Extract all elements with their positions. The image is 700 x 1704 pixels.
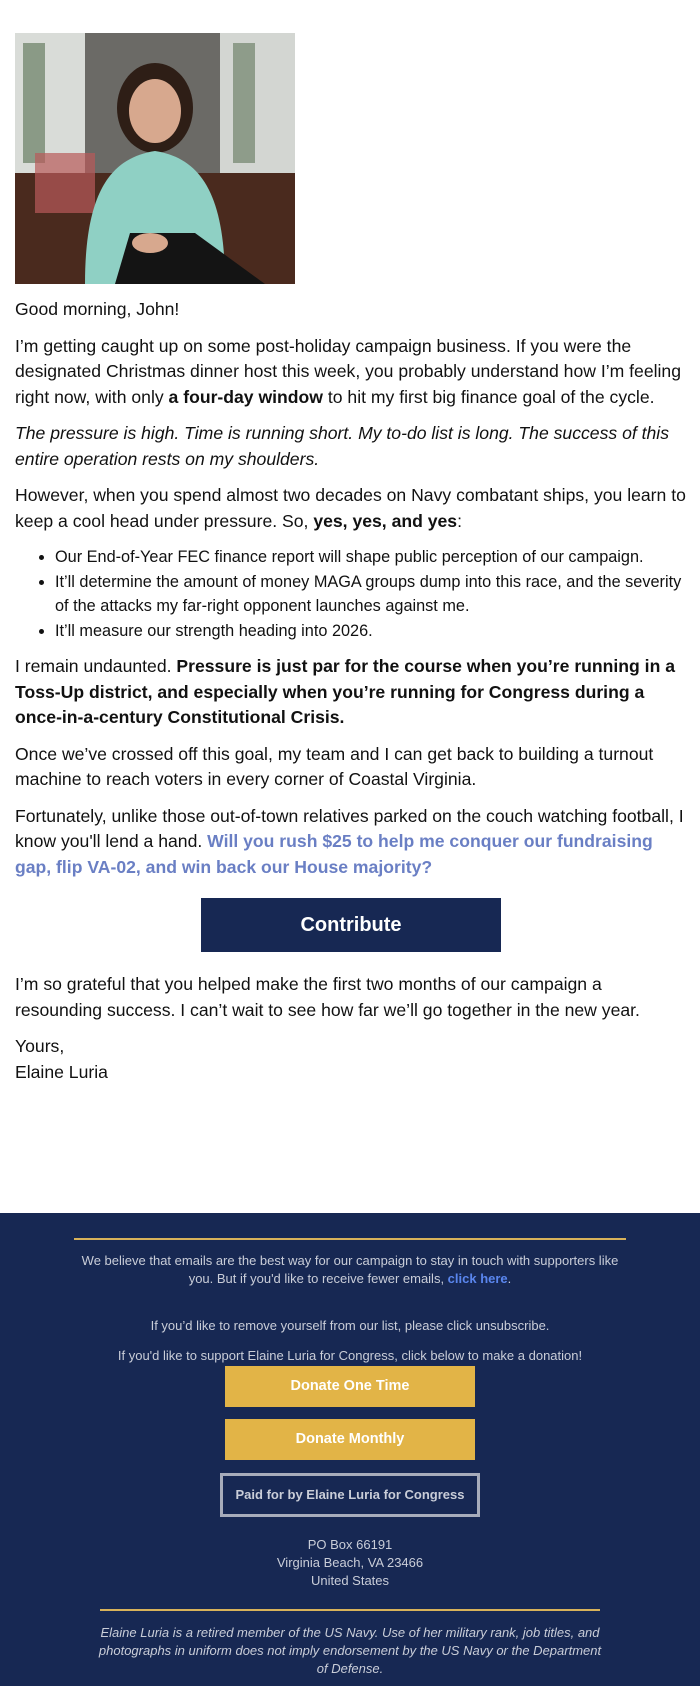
signoff: [15, 1034, 687, 1085]
text: We believe that emails are the best way for our campaign to stay in touch with supporters like you. But if you'd like to receive fewer emails,: [81, 1253, 619, 1286]
paragraph-3: [15, 483, 687, 534]
italic-text: The pressure is high. Time is running short. My to-do list is long. The success of this entire operation rests on my shoulders.: [15, 423, 670, 469]
navy-disclaimer: Elaine Luria is a retired member of the US Navy. Use of her military rank, job titles, and photographs in uniform does not imply endorsement by the US Navy or the Department of Defense.: [98, 1625, 602, 1676]
mailing-address: [70, 1536, 630, 1590]
paragraph-1: [15, 334, 687, 411]
bold-text: yes, yes, and yes: [313, 510, 458, 531]
greeting: Good morning, John!: [15, 299, 180, 319]
text: to hit my first big finance goal of the cycle.: [322, 386, 655, 407]
candidate-photo: [15, 33, 295, 284]
paragraph-4: [15, 654, 687, 731]
signature: Elaine Luria: [15, 1061, 108, 1082]
contribute-wrap: [15, 898, 687, 952]
address-line: PO Box 66191: [307, 1537, 393, 1552]
bullet-list: [15, 545, 687, 643]
paragraph-2: [15, 421, 687, 472]
text: I remain undaunted.: [15, 656, 177, 676]
list-item: • It’ll determine the amount of money MAGA groups dump into this race, and the severity of the attacks my far-right opponent launches against me.: [55, 570, 687, 619]
support-text: If you'd like to support Elaine Luria for Congress, click below to make a donation!: [117, 1348, 583, 1363]
contribute-button[interactable]: Contribute: [201, 898, 501, 952]
click-here-link[interactable]: click here: [447, 1271, 508, 1286]
bold-text: Pressure is just par for the course when you’re running in a Toss-Up district, and especially when you’re running for Congress during a once-in-a-century Constitutional Crisis.: [15, 656, 675, 727]
donate-ask-link[interactable]: Will you rush $25 to help me conquer our fundraising gap, flip VA-02, and win back our House majority?: [15, 831, 653, 877]
list-item: • It’ll measure our strength heading into 2026.: [55, 619, 687, 644]
fewer-emails-text: [70, 1252, 630, 1288]
footer: [0, 1213, 700, 1686]
donate-one-time-button[interactable]: Donate One Time: [225, 1366, 475, 1407]
text: .: [507, 1271, 512, 1286]
unsubscribe-text[interactable]: If you’d like to remove yourself from our list, please click unsubscribe.: [150, 1318, 550, 1333]
address-line: Virginia Beach, VA 23466: [276, 1555, 424, 1570]
paragraph-7: I’m so grateful that you helped make the first two months of our campaign a resounding success. I can’t wait to see how far we’ll go together in the new year.: [15, 974, 640, 1020]
donate-monthly-button[interactable]: Donate Monthly: [225, 1419, 475, 1460]
email-body: [15, 33, 687, 1096]
text: However, when you spend almost two decades on Navy combatant ships, you learn to keep a cool head under pressure. So,: [15, 485, 686, 531]
divider: [100, 1609, 600, 1611]
text: Fortunately, unlike those out-of-town relatives parked on the couch watching football, I know you'll lend a hand.: [15, 805, 684, 851]
address-line: United States: [310, 1573, 390, 1588]
paragraph-6: [15, 804, 687, 881]
text: I’m getting caught up on some post-holiday campaign business. If you were the designated Christmas dinner host this week, you probably understand how I’m feeling right now, with only: [15, 335, 682, 407]
divider: [74, 1238, 626, 1240]
bold-text: a four-day window: [168, 386, 323, 407]
list-item: • Our End-of-Year FEC finance report will shape public perception of our campaign.: [55, 545, 687, 570]
signoff-text: Yours,: [15, 1036, 65, 1056]
text: :: [457, 510, 462, 531]
paid-for-by-box: Paid for by Elaine Luria for Congress: [220, 1473, 480, 1517]
paragraph-5: Once we’ve crossed off this goal, my team and I can get back to building a turnout machine to reach voters in every corner of Coastal Virginia.: [15, 743, 654, 789]
